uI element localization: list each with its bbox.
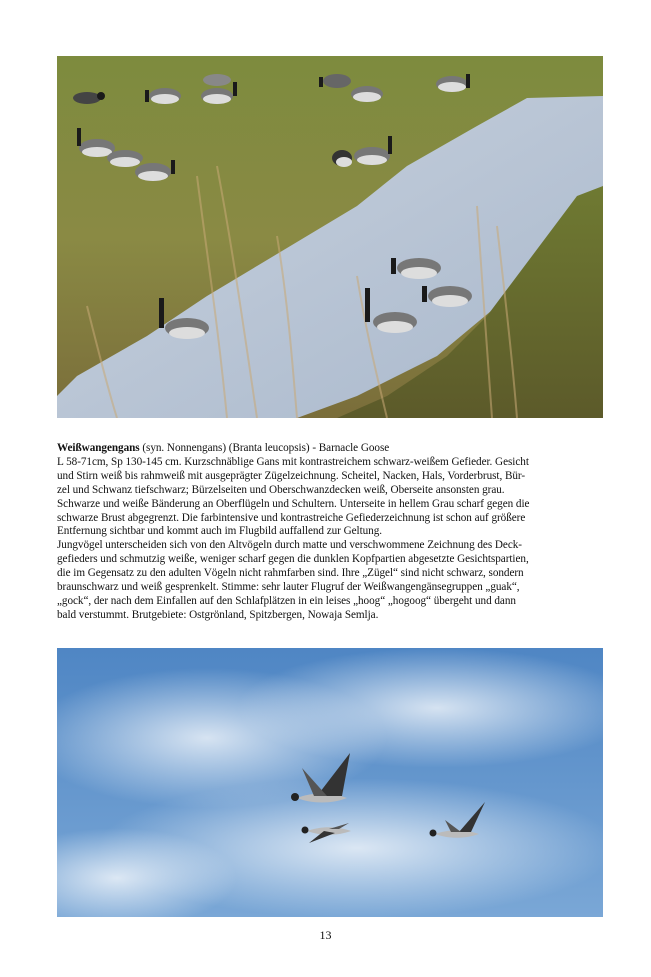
body-line: zel und Schwanz tiefschwarz; Bürzelseiten und Oberschwanzdecken weiß, Oberseite ansonsten grau.	[57, 483, 505, 496]
species-heading	[57, 442, 607, 456]
body-line: gefieders und schmutzig weiße, weniger scharf gegen die dunklen Kopfpartien abgesetzte Gesichtspartien,	[57, 553, 529, 566]
body-line: „gock“, der nach dem Einfallen auf den Schlafplätzen in ein leises „hoog“ „hogoog“ übergeht und dann	[57, 594, 516, 607]
geese-marsh-photo	[57, 56, 603, 418]
body-line: Jungvögel unterscheiden sich von den Altvögeln durch matte und verschwommene Zeichnung des Deck-	[57, 539, 522, 552]
geese-flight-photo	[57, 648, 603, 917]
body-line: schwarze Brust abgegrenzt. Die farbintensive und kontrastreiche Gefiederzeichnung ist schon auf größere	[57, 511, 526, 524]
geese-flight-illustration	[57, 648, 603, 917]
geese-marsh-illustration	[57, 56, 603, 418]
species-name: Weißwangengans	[57, 442, 140, 454]
species-description	[57, 442, 607, 623]
body-line: L 58-71cm, Sp 130-145 cm. Kurzschnäblige Gans mit kontrastreichem schwarz-weißem Gefieder. Gesicht	[57, 455, 529, 468]
body-line: die im Gegensatz zu den adulten Vögeln nicht rahmfarben sind. Ihre „Zügel“ sind nicht schwarz, sondern	[57, 567, 524, 580]
body-line: Schwarze und weiße Bänderung an Oberflügeln und Schultern. Unterseite in hellem Grau scharf gegen die	[57, 497, 530, 510]
body-line: braunschwarz und weiß gesprenkelt. Stimme: sehr lauter Flugruf der Weißwangengänsegruppen „guak“,	[57, 581, 520, 594]
body-line: und Stirn weiß bis rahmweiß mit ausgeprägter Zügelzeichnung. Scheitel, Nacken, Hals, Vorderbrust, Bür-	[57, 469, 526, 482]
body-line: Entfernung sichtbar und kommt auch im Flugbild auffallend zur Geltung.	[57, 525, 383, 538]
page-number: 13	[319, 928, 332, 942]
body-line: bald verstummt. Brutgebiete: Ostgrönland, Spitzbergen, Nowaja Semlja.	[57, 608, 379, 621]
species-synonyms: (syn. Nonnengans) (Branta leucopsis) - Barnacle Goose	[139, 442, 390, 454]
